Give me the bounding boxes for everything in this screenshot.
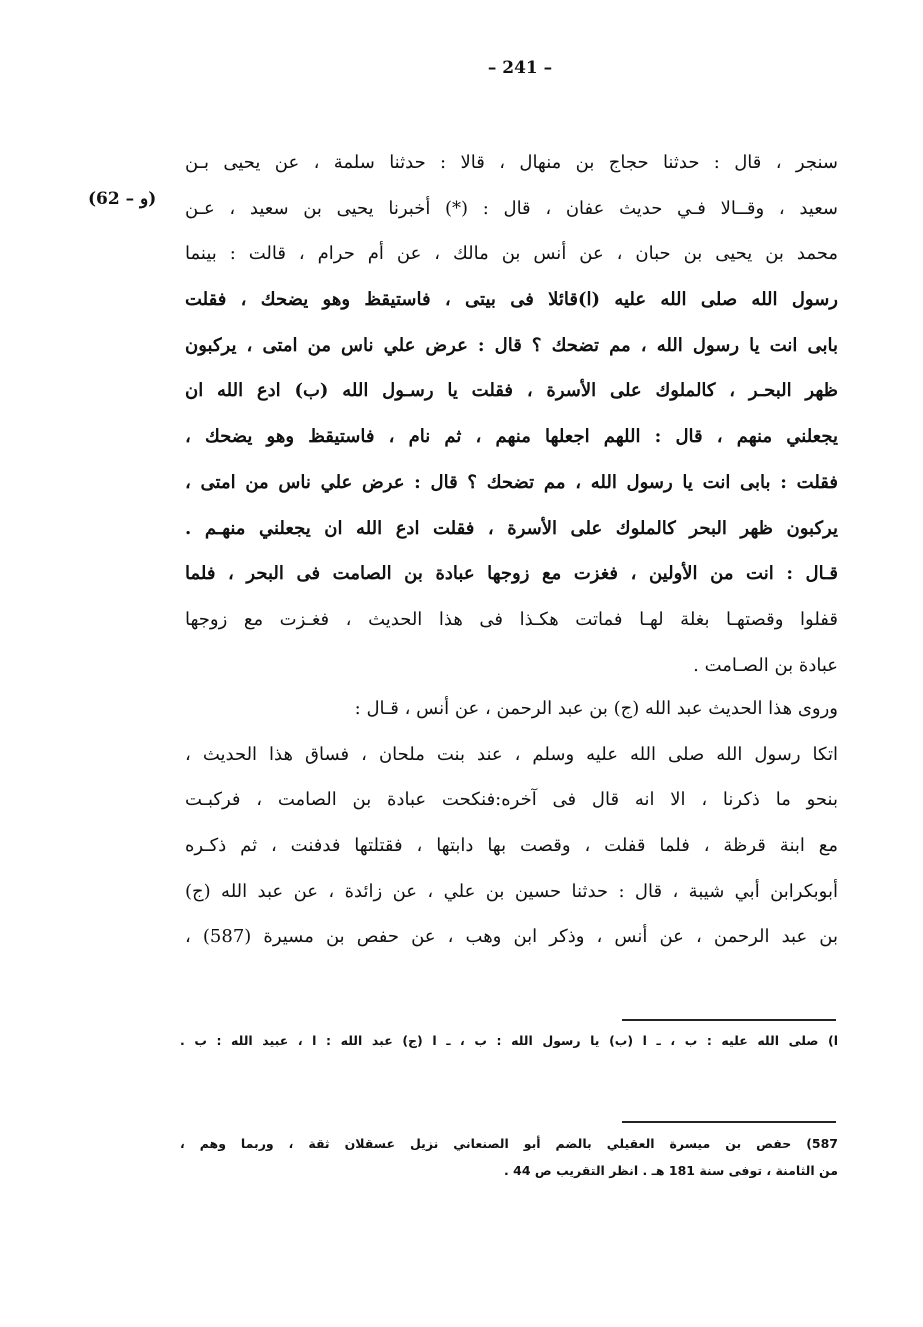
text-line: أبوبكرابن أبي شيبة ، قال : حدثنا حسين بن علي ، عن زائدة ، عن عبد الله (ج) <box>185 880 838 902</box>
text-line: سنجر ، قال : حدثنا حجاج بن منهال ، قالا : حدثنا سلمة ، عن يحيى بـن <box>185 152 838 173</box>
text-line: يركبون ظهر البحر كالملوك على الأسرة ، فقلت ادع الله ان يجعلني منهـم . <box>185 517 838 539</box>
footnote-line: من الثامنة ، توفى سنة 181 هـ . انظر التقريب ص 44 . <box>504 1163 838 1178</box>
footnote-divider <box>622 1019 836 1021</box>
page-number: – 241 – <box>487 58 553 78</box>
text-line: بابى انت يا رسول الله ، مم تضحك ؟ قال : عرض علي ناس من امتى ، يركبون <box>185 334 838 356</box>
paragraph-hadith-main <box>185 140 838 688</box>
text-line: يجعلني منهم ، قال : اللهم اجعلها منهم ، ثم نام ، فاستيقظ وهو يضحك ، <box>185 426 838 448</box>
text-line: محمد بن يحيى بن حبان ، عن أنس بن مالك ، عن أم حرام ، قالت : بينما <box>185 243 838 265</box>
text-line: رسول الله صلى الله عليه (ا)قائلا فى بيتى ، فاستيقظ وهو يضحك ، فقلت <box>185 289 838 311</box>
text-line: اتكا رسول الله صلى الله عليه وسلم ، عند بنت ملحان ، فساق هذا الحديث ، <box>185 743 838 765</box>
text-line: بنحو ما ذكرنا ، الا انه قال فى آخره:فنكحت عبادة بن الصامت ، فركبـت <box>185 789 838 811</box>
footnote-line: ا) صلى الله عليه : ب ، ـ ا (ب) يا رسول الله : ب ، ـ ا (ج) عبد الله : ا ، عبيد الله : ب . <box>180 1033 838 1048</box>
text-line: وروى هذا الحديث عبد الله (ج) بن عبد الرحمن ، عن أنس ، قـال : <box>354 698 838 719</box>
paragraph-hadith-variant <box>185 686 838 960</box>
footnote-line: 587) حفص بن ميسرة العقيلي بالضم أبو الصنعاني نزيل عسقلان ثقة ، وربما وهم ، <box>180 1136 838 1151</box>
text-line: عبادة بن الصـامت . <box>693 654 838 676</box>
text-line: فقلت : بابى انت يا رسول الله ، مم تضحك ؟ قال : عرض علي ناس من امتى ، <box>185 471 838 493</box>
footnote-divider <box>622 1121 836 1123</box>
footnote-biography <box>180 1130 838 1184</box>
text-line: قـال : انت من الأولين ، فغزت مع زوجها عبادة بن الصامت فى البحر ، فلما <box>185 563 838 585</box>
text-line: مع ابنة قرظة ، فلما قفلت ، وقصت بها دابتها ، فقتلتها فدفنت ، ثم ذكـره <box>185 835 838 857</box>
text-line: بن عبد الرحمن ، عن أنس ، وذكر ابن وهب ، عن حفص بن مسيرة (587) ، <box>185 926 839 948</box>
footnote-variants <box>180 1027 838 1054</box>
text-line: قفلوا وقصتهـا بغلة لهـا فماتت هكـذا فى هذا الحديث ، فغـزت مع زوجها <box>185 608 838 630</box>
text-line: ظهر البحـر ، كالملوك على الأسرة ، فقلت يا رسـول الله (ب) ادع الله ان <box>185 380 838 402</box>
text-line: سعيد ، وقــالا فـي حديث عفان ، قال : (*) أخبرنا يحيى بن سعيد ، عـن <box>185 197 838 219</box>
margin-folio-reference: (62 – و) <box>88 189 157 209</box>
